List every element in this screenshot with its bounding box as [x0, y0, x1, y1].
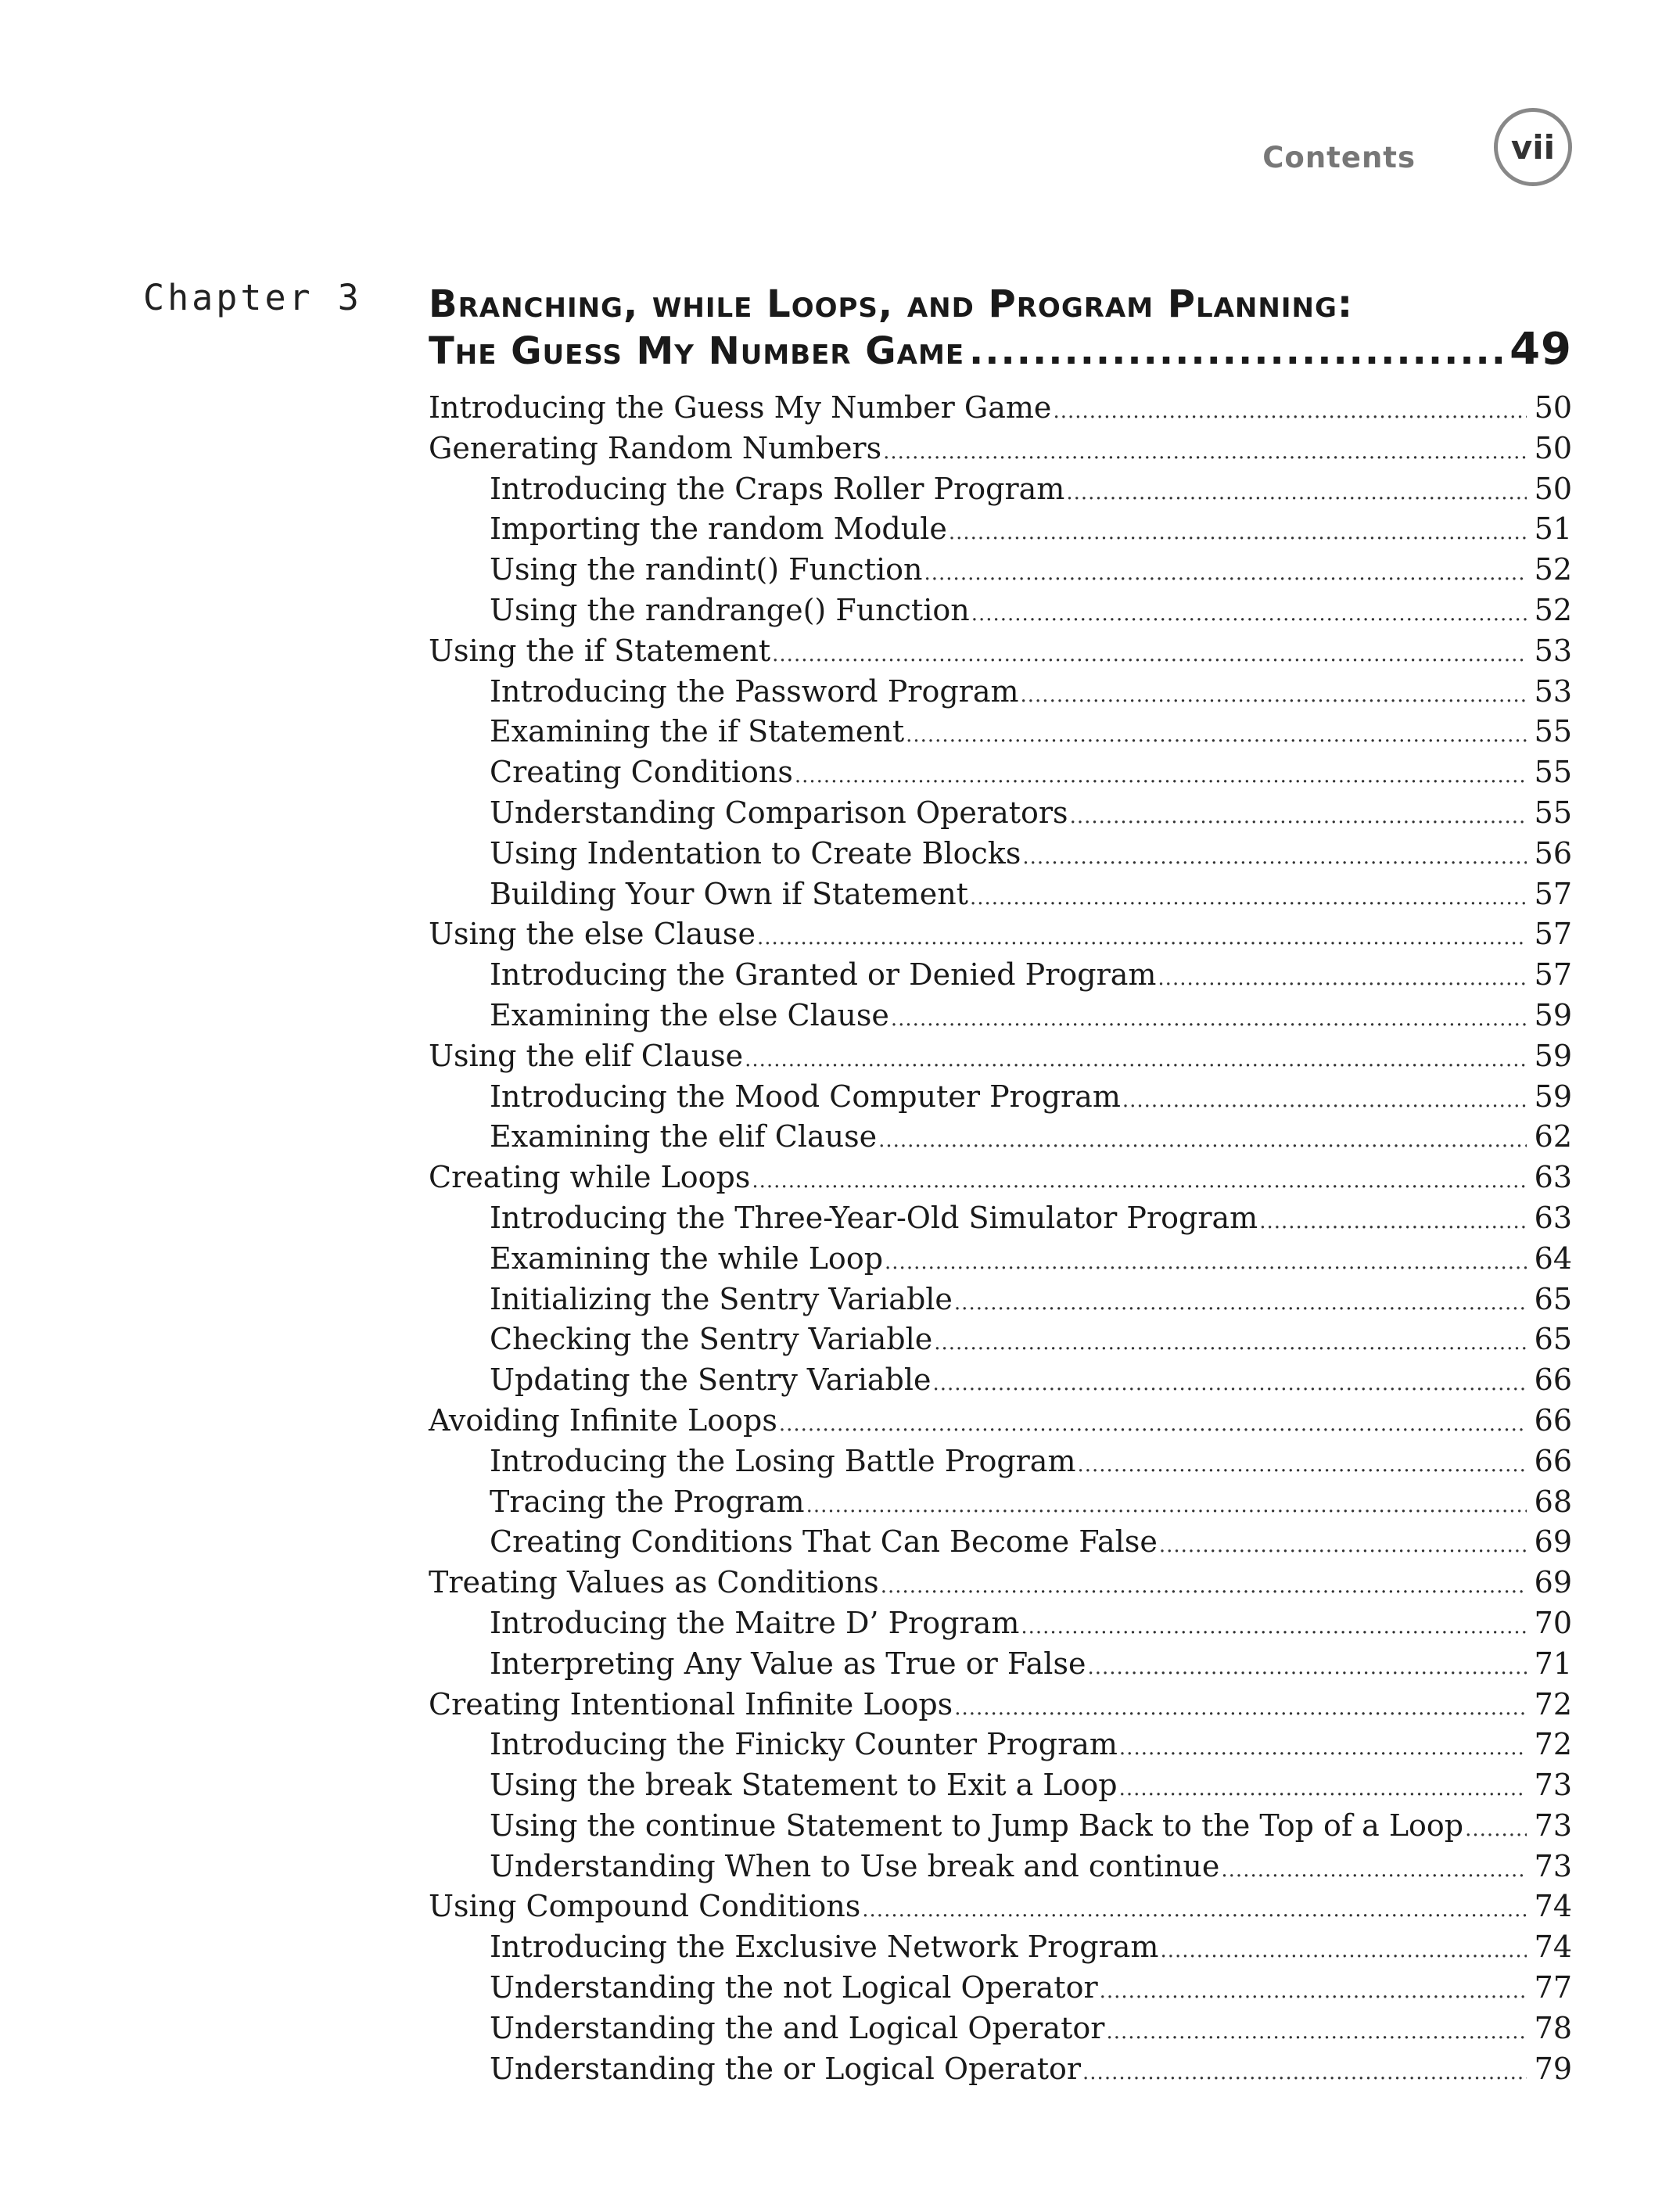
toc-entry[interactable]	[429, 1887, 1572, 1927]
toc-entry-title: Treating Values as Conditions	[429, 1565, 879, 1600]
toc-entry-title: Building Your Own if Statement	[490, 876, 968, 911]
toc-entry[interactable]	[429, 509, 1572, 550]
toc-entry-page: 77	[1534, 1970, 1572, 2005]
toc-entry[interactable]	[429, 996, 1572, 1036]
chapter-title[interactable]	[429, 282, 1572, 374]
toc-entry-title: Generating Random Numbers	[429, 430, 882, 465]
chapter-title-text: The Guess My Number Game	[429, 329, 965, 373]
toc-entry-page: 57	[1534, 917, 1572, 952]
toc-entry-title: Using Indentation to Create Blocks	[490, 835, 1021, 871]
toc-entry-title: Creating Conditions	[490, 755, 793, 790]
toc-entry-page: 66	[1534, 1443, 1572, 1478]
toc-entry-title: Introducing the Maitre D’ Program	[490, 1605, 1020, 1640]
toc-entry[interactable]	[429, 1158, 1572, 1198]
toc-entry-title: Introducing the Craps Roller Program	[490, 471, 1065, 506]
chapter-label: Chapter 3	[143, 277, 362, 318]
toc-entry-title: Creating Conditions That Can Become False	[490, 1524, 1158, 1560]
toc-entry[interactable]	[429, 429, 1572, 469]
toc-entry-title: Examining the if Statement	[490, 714, 905, 749]
toc-entry-page: 59	[1534, 997, 1572, 1032]
dot-leader	[1022, 838, 1526, 878]
toc-entry[interactable]	[429, 631, 1572, 672]
toc-entry[interactable]	[429, 712, 1572, 752]
toc-entry[interactable]	[429, 1806, 1572, 1847]
toc-entry-page: 73	[1534, 1808, 1572, 1843]
dot-leader	[862, 1890, 1526, 1931]
dot-leader	[878, 1121, 1527, 1161]
toc-entry-title: Introducing the Losing Battle Program	[490, 1443, 1076, 1478]
toc-entry[interactable]	[429, 1644, 1572, 1685]
toc-entry-title: Using the continue Statement to Jump Back to the Top of a Loop	[490, 1808, 1464, 1843]
dot-leader	[745, 1040, 1526, 1081]
dot-leader	[924, 554, 1527, 594]
toc-entry[interactable]	[429, 591, 1572, 631]
toc-entry-page: 52	[1534, 592, 1572, 627]
toc-entry[interactable]	[429, 1927, 1572, 1968]
dot-leader	[954, 1689, 1526, 1729]
toc-entry-page: 63	[1534, 1200, 1572, 1235]
toc-entry-page: 74	[1534, 1889, 1572, 1924]
toc-entry[interactable]	[429, 1036, 1572, 1077]
toc-entry-page: 59	[1534, 1038, 1572, 1073]
toc-entry-page: 73	[1534, 1768, 1572, 1803]
toc-entry[interactable]	[429, 2009, 1572, 2049]
toc-entry-title: Introducing the Granted or Denied Program	[490, 957, 1157, 993]
toc-entry-page: 50	[1534, 390, 1572, 425]
toc-entry-page: 50	[1534, 471, 1572, 506]
toc-entry-page: 72	[1534, 1727, 1572, 1762]
toc-entry-title: Importing the random Module	[490, 512, 947, 547]
toc-entry-title: Understanding the not Logical Operator	[490, 1970, 1098, 2005]
chapter-title-line-1: Branching, while Loops, and Program Planning:	[429, 282, 1354, 326]
dot-leader	[795, 756, 1527, 797]
toc-entry-page: 74	[1534, 1930, 1572, 1965]
toc-entry[interactable]	[429, 1482, 1572, 1523]
dot-leader	[1119, 1769, 1527, 1810]
toc-entry-page: 79	[1534, 2051, 1572, 2086]
toc-entry[interactable]	[429, 1117, 1572, 1158]
dot-leader	[1082, 2053, 1527, 2094]
dot-leader	[891, 1000, 1527, 1040]
dot-leader	[1122, 1081, 1527, 1122]
toc-entry-page: 69	[1534, 1565, 1572, 1600]
toc-entry-title: Understanding the and Logical Operator	[490, 2010, 1105, 2045]
toc-entry-title: Introducing the Guess My Number Game	[429, 390, 1052, 425]
toc-entry-title: Introducing the Three-Year-Old Simulator Program	[490, 1200, 1258, 1235]
toc-entry-page: 65	[1534, 1281, 1572, 1316]
dot-leader	[757, 918, 1527, 959]
chapter-title-line-2	[429, 324, 1572, 375]
toc-entry[interactable]	[429, 834, 1572, 874]
toc-entry-title: Using the randint() Function	[490, 552, 923, 587]
toc-entry-page: 53	[1534, 673, 1572, 709]
toc-entry[interactable]	[429, 1198, 1572, 1239]
toc-entry[interactable]	[429, 550, 1572, 591]
toc-entry-page: 65	[1534, 1322, 1572, 1357]
toc-entry[interactable]	[429, 1765, 1572, 1806]
dot-leader	[1070, 797, 1527, 838]
toc-entry-title: Using Compound Conditions	[429, 1889, 861, 1924]
chapter-page-number: 49	[1509, 324, 1572, 375]
toc-entry-title: Examining the elif Clause	[490, 1119, 878, 1154]
toc-entry[interactable]	[429, 1522, 1572, 1563]
dot-leader	[906, 716, 1527, 756]
toc-entry-title: Introducing the Exclusive Network Program	[490, 1930, 1159, 1965]
toc-entry-title: Interpreting Any Value as True or False	[490, 1646, 1086, 1681]
toc-entry-page: 72	[1534, 1686, 1572, 1721]
toc-entry-page: 64	[1534, 1240, 1572, 1276]
toc-entry[interactable]	[429, 388, 1572, 429]
toc-entry-page: 50	[1534, 430, 1572, 465]
toc-entry-title: Avoiding Infinite Loops	[429, 1402, 777, 1438]
toc-entry-page: 51	[1534, 512, 1572, 547]
toc-entry[interactable]	[429, 1968, 1572, 2009]
toc-entry-page: 78	[1534, 2010, 1572, 2045]
toc-entry-page: 53	[1534, 633, 1572, 668]
toc-entry-title: Creating Intentional Infinite Loops	[429, 1686, 953, 1721]
dot-leader	[1106, 2012, 1526, 2053]
toc-entry[interactable]	[429, 914, 1572, 955]
toc-entry-page: 66	[1534, 1402, 1572, 1438]
toc-entry-title: Understanding the or Logical Operator	[490, 2051, 1082, 2086]
dot-leader	[969, 328, 1505, 374]
header-section-label: Contents	[1262, 141, 1416, 174]
toc-entry-title: Understanding Comparison Operators	[490, 795, 1068, 830]
dot-leader	[1078, 1445, 1527, 1486]
toc-entry[interactable]	[429, 672, 1572, 713]
toc-list	[429, 388, 1572, 2089]
toc-entry-page: 55	[1534, 714, 1572, 749]
dot-leader	[949, 513, 1527, 554]
dot-leader	[971, 594, 1527, 635]
toc-entry-title: Tracing the Program	[490, 1484, 805, 1519]
toc-entry-title: Initializing the Sentry Variable	[490, 1281, 953, 1316]
dot-leader	[1021, 1607, 1526, 1648]
toc-entry[interactable]	[429, 1441, 1572, 1482]
toc-entry[interactable]	[429, 1725, 1572, 1765]
dot-leader	[1158, 959, 1526, 1000]
toc-entry[interactable]	[429, 793, 1572, 834]
running-header	[1204, 108, 1572, 205]
toc-entry-title: Examining the while Loop	[490, 1240, 884, 1276]
dot-leader	[883, 433, 1527, 473]
toc-entry[interactable]	[429, 1603, 1572, 1644]
toc-entry[interactable]	[429, 469, 1572, 510]
toc-entry-title: Introducing the Mood Computer Program	[490, 1079, 1121, 1114]
toc-entry[interactable]	[429, 874, 1572, 915]
dot-leader	[1066, 473, 1526, 514]
toc-entry-title: Creating while Loops	[429, 1160, 751, 1195]
toc-entry-title: Using the else Clause	[429, 917, 756, 952]
dot-leader	[1160, 1931, 1526, 1972]
toc-entry[interactable]	[429, 1563, 1572, 1603]
toc-entry-page: 73	[1534, 1848, 1572, 1883]
toc-entry-page: 63	[1534, 1160, 1572, 1195]
toc-entry[interactable]	[429, 1847, 1572, 1887]
dot-leader	[1465, 1810, 1527, 1851]
toc-entry-page: 71	[1534, 1646, 1572, 1681]
dot-leader	[1053, 392, 1526, 433]
toc-entry[interactable]	[429, 1319, 1572, 1360]
dot-leader	[1259, 1202, 1526, 1243]
toc-entry-title: Examining the else Clause	[490, 997, 889, 1032]
toc-entry[interactable]	[429, 752, 1572, 793]
toc-entry-page: 70	[1534, 1605, 1572, 1640]
dot-leader	[970, 878, 1527, 919]
toc-entry[interactable]	[429, 2049, 1572, 2090]
dot-leader	[885, 1243, 1527, 1283]
dot-leader	[934, 1323, 1526, 1364]
toc-entry[interactable]	[429, 1685, 1572, 1725]
toc-entry-title: Using the break Statement to Exit a Loop	[490, 1768, 1118, 1803]
toc-entry-title: Introducing the Password Program	[490, 673, 1019, 709]
dot-leader	[779, 1405, 1527, 1445]
dot-leader	[1087, 1648, 1526, 1689]
dot-leader	[881, 1567, 1527, 1607]
dot-leader	[1119, 1729, 1527, 1769]
dot-leader	[772, 635, 1526, 676]
toc-entry-title: Using the randrange() Function	[490, 592, 970, 627]
dot-leader	[1159, 1526, 1527, 1567]
dot-leader	[1021, 676, 1527, 716]
toc-entry-page: 57	[1534, 876, 1572, 911]
dot-leader	[806, 1486, 1527, 1527]
toc-entry-page: 56	[1534, 835, 1572, 871]
toc-entry-title: Checking the Sentry Variable	[490, 1322, 933, 1357]
toc-entry-page: 52	[1534, 552, 1572, 587]
toc-entry[interactable]	[429, 1077, 1572, 1118]
page-number-badge: vii	[1494, 108, 1572, 186]
toc-entry-page: 55	[1534, 755, 1572, 790]
toc-entry-page: 57	[1534, 957, 1572, 993]
toc-entry-page: 68	[1534, 1484, 1572, 1519]
toc-entry[interactable]	[429, 955, 1572, 996]
dot-leader	[752, 1161, 1526, 1202]
toc-entry-title: Using the if Statement	[429, 633, 771, 668]
toc-entry-title: Introducing the Finicky Counter Program	[490, 1727, 1118, 1762]
toc-entry-title: Using the elif Clause	[429, 1038, 744, 1073]
toc-entry[interactable]	[429, 1360, 1572, 1401]
toc-entry[interactable]	[429, 1239, 1572, 1280]
toc-entry-page: 59	[1534, 1079, 1572, 1114]
toc-entry-page: 62	[1534, 1119, 1572, 1154]
toc-entry-page: 69	[1534, 1524, 1572, 1560]
toc-entry-title: Updating the Sentry Variable	[490, 1362, 932, 1398]
toc-entry-page: 66	[1534, 1362, 1572, 1398]
toc-entry[interactable]	[429, 1280, 1572, 1320]
toc-entry-title: Understanding When to Use break and continue	[490, 1848, 1220, 1883]
dot-leader	[1100, 1972, 1527, 2012]
dot-leader	[1221, 1851, 1526, 1891]
toc-entry-page: 55	[1534, 795, 1572, 830]
toc-entry[interactable]	[429, 1401, 1572, 1441]
dot-leader	[932, 1364, 1526, 1405]
dot-leader	[954, 1283, 1527, 1324]
